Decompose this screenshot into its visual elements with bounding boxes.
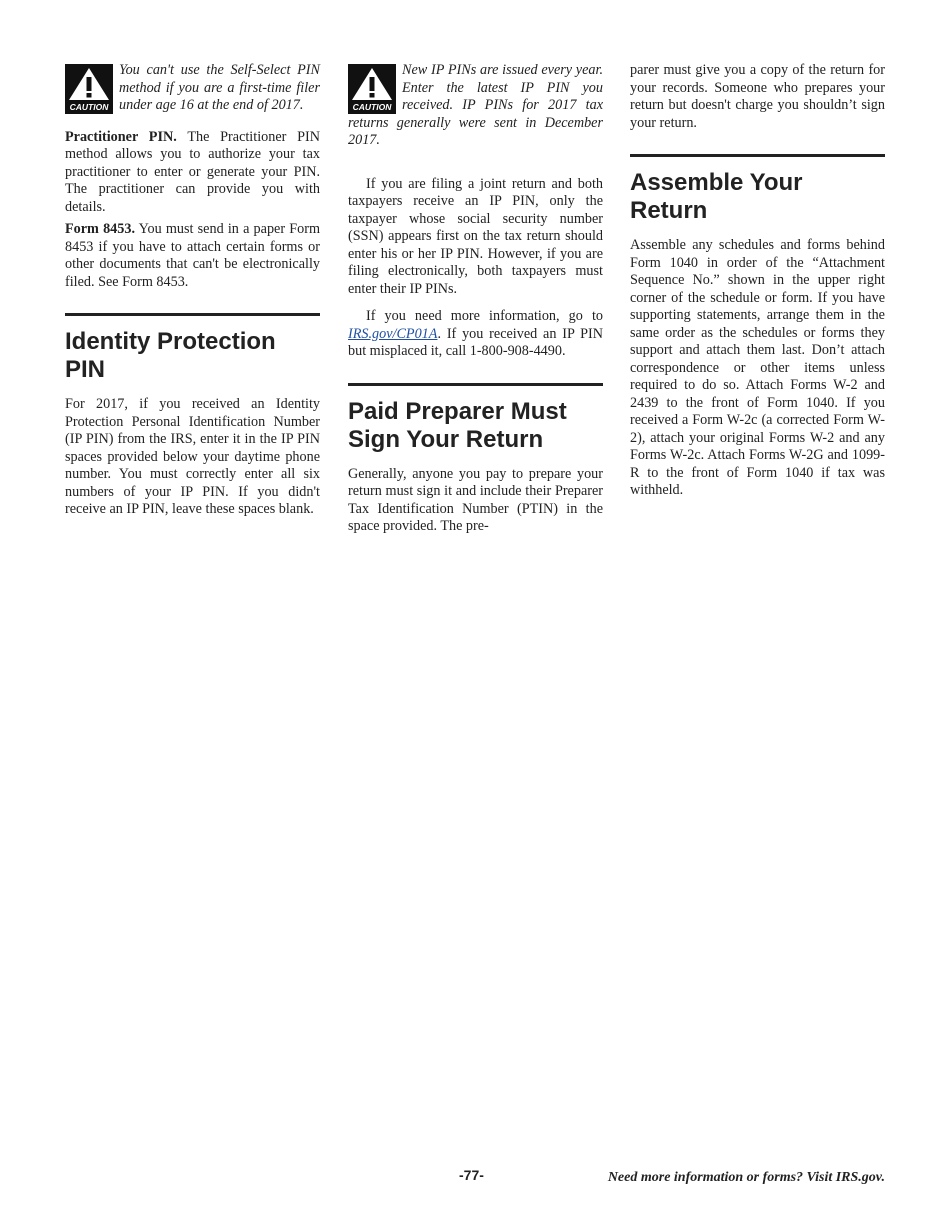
assemble-return-heading: Assemble Your Return [630,169,803,224]
svg-text:CAUTION: CAUTION [69,102,109,112]
practitioner-pin-label: Practitioner PIN. [65,128,177,145]
caution-note-new-pins [348,62,603,150]
joint-return-text: If you are filing a joint return and both taxpayers receive an IP PIN, only the taxpayer whose social security number (SSN) appears first on the tax return should enter his or her IP PIN. However, if you are filing electronically, both taxpayers must enter their IP PINs. [348,175,603,297]
paid-preparer-text: Generally, anyone you pay to prepare your return must sign it and include their Preparer Tax Identification Number (PTIN) in the space provided. The pre- [348,465,603,534]
column-3 [630,62,885,500]
practitioner-pin-text: The Practitioner PIN method allows you to authorize your tax practitioner to enter or generate your PIN. The practitioner can provide you with details. [65,128,320,215]
page-number: -77- [459,1167,484,1183]
section-divider [65,313,320,316]
form-8453-paragraph [65,221,320,291]
section-divider [348,383,603,386]
caution-icon [65,64,113,114]
paid-preparer-heading: Paid Preparer Must Sign Your Return [348,397,567,453]
form-8453-label: Form 8453. [65,221,135,237]
column-1 [65,62,320,519]
caution-text: New IP PINs are issued every year. Enter the latest IP PIN you received. IP PINs for 2017 tax returns generally were sent in December 2017. [348,62,603,148]
caution-note-self-select [65,62,320,115]
section-divider [630,154,885,157]
form-8453-text: You must send in a paper Form 8453 if you have to attach certain forms or other documents that can't be electronically filed. See Form 8453. [65,221,320,290]
assemble-return-text: Assemble any schedules and forms behind Form 1040 in order of the “Attachment Sequence No.” shown in the upper right corner of the schedule or form. If you have supporting statements, arrange them in the same order as the schedules or forms they support and attach them last. Don’t attach correspondence or other items unless required to do so. Attach Forms W-2 and 2439 to the front of Form 1040. If you received a Form W-2c (a corrected Form W-2), attach your original Forms W-2 and any Forms W-2c. Attach Forms W-2G and 1099-R to the front of Form 1040 if tax was withheld. [630,237,885,498]
svg-text:CAUTION: CAUTION [352,102,392,112]
caution-text: You can't use the Self-Select PIN method if you are a first-time filer under age 16 at the end of 2017. [119,62,320,113]
paid-preparer-continued: parer must give you a copy of the return for your records. Someone who prepares your return but doesn't charge you shouldn’t sign your return. [630,62,885,131]
more-info-paragraph: If you need more information, go to IRS.gov/CP01A. If you received an IP PIN but misplaced it, call 1-800-908-4490. [348,308,603,359]
identity-protection-heading: Identity Protection PIN [65,328,276,383]
footer-note: Need more information or forms? Visit IRS.gov. [607,1170,885,1185]
practitioner-pin-paragraph [65,129,320,217]
column-2 [348,62,603,536]
identity-protection-text: For 2017, if you received an Identity Protection Personal Identification Number (IP PIN) from the IRS, enter it in the IP PIN spaces provided below your daytime phone number. You must correctly enter all six numbers of your IP PIN. If you didn't receive an IP PIN, leave these spaces blank. [65,396,320,517]
caution-icon [348,64,396,114]
cp01a-link[interactable]: IRS.gov/CP01A [348,325,438,342]
